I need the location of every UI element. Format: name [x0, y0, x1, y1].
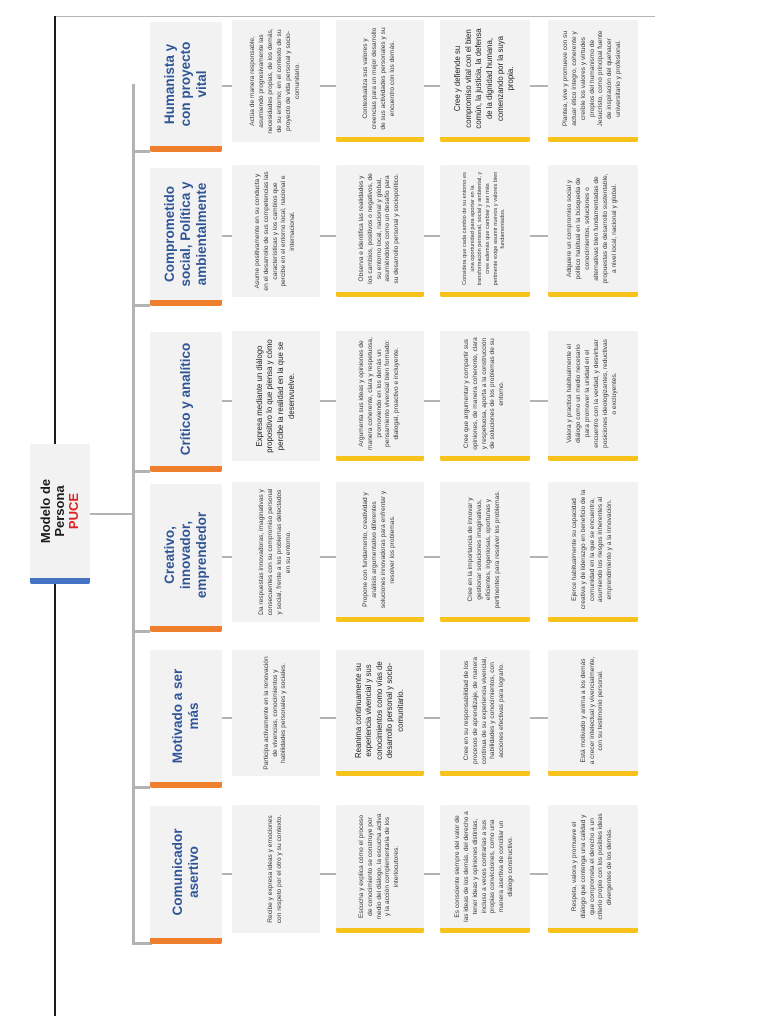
- column-connector: [132, 150, 150, 153]
- column-5-cell-3: Considera que cada cambio de su entorno es una oportunidad para aportar en la transformación personal, social y ambiental, y cree además que cambiar y ser más pertinente exige asumir nuevos y valores bien fundamentados.: [440, 165, 530, 297]
- title-line-1: Modelo de: [37, 478, 53, 544]
- column-connector: [132, 304, 150, 307]
- trunk-connector: [90, 513, 134, 515]
- column-connector: [132, 942, 152, 945]
- column-3-cell-4: Ejerce habitualmente su capacidad creativa y de liderazgo en beneficio de la comunidad en la que se encuentra, asumiendo los riesgos inherentes al emprendimiento y a la innovación.: [548, 482, 638, 622]
- column-4-cell-2: Argumenta sus ideas y opiniones de manera coherente, clara y respetuosa, promoviendo en los demás un pensamiento vivencial bien formado: dialogal, proactivo e incluyente.: [336, 331, 424, 461]
- column-header-3: Creativo, innovador, emprendedor: [150, 484, 222, 632]
- column-5-cell-2: Observa e identifica las realidades y los cambios, positivos o negativos, de su entorno local, nacional y global, asumiéndolos como un desafío para su desarrollo personal y sociopolítico.: [336, 165, 424, 297]
- column-1-cell-4: Respeta, valora y promueve el diálogo que contenga una calidad y que comprometa el derecho a un criterio propio con los posibles ideas divergentes de los demás.: [548, 805, 638, 933]
- column-5-cell-4: Adquiere un compromiso social y político habitual en la búsqueda de conocimientos, soluciones o alternativas bien fundamentadas de propuestas de desarrollo sustentable, a nivel local, nacional y global.: [548, 165, 638, 297]
- column-1-cell-2: Escucha y explica cómo el proceso de conocimiento se construye por medio del diálogo, la escucha activa y la acción complementaria de los interlocutores.: [336, 805, 424, 933]
- column-6-cell-2: Contextualiza sus valores y creencias para un mejor desarrollo de sus actividades personales y su encuentro con los demás.: [336, 20, 424, 142]
- column-4-cell-4: Valora y practica habitualmente el diálogo como un medio necesario para promover la unidad en el encuentro con la verdad, y desvirtuar posiciones ideologizantes, reductivas o excluyentes.: [548, 331, 638, 461]
- column-4-cell-3: Cree que argumentar y compartir sus opiniones, de manera coherente, clara y respetuosa, aporta a la construcción de soluciones de los problemas de su entorno.: [440, 331, 530, 461]
- column-header-5: Comprometido social, Política y ambientalmente: [150, 168, 222, 306]
- title-line-3: PUCE: [66, 492, 82, 530]
- column-header-4: Crítico y analítico: [150, 332, 222, 472]
- column-header-1: Comunicador asertivo: [150, 806, 222, 944]
- column-1-cell-1: Recibe y expresa ideas y emociones con respeto por el otro y su contexto.: [232, 805, 320, 933]
- column-6-cell-4: Plantea, vive y promueve con su actuar ético íntegro, coherente y creíble los valores y virtudes propios del humanismo de Jesucristo, como principal fuente de inspiración del quehacer universitario y profesional.: [548, 20, 638, 142]
- column-1-cell-3: Es consciente siempre del valor de las ideas de los demás, del derecho a tener ideas y opiniones distintas, incluso a veces contrarias a sus propias convicciones, como una manera asertiva de conciliar un diálogo constructivo.: [440, 805, 530, 933]
- column-6-cell-1: Actúa de manera responsable, asumiendo progresivamente las necesidades propias, de los demás, de su entorno; en el contexto de su proyecto de vida personal y socio-comunitario.: [232, 20, 320, 142]
- column-6-cell-3: Cree y defiende su compromiso vital con el bien común, la justicia, la defensa de la dignidad humana, comenzando por la suya propia.: [440, 20, 530, 142]
- column-3-cell-1: Da respuestas innovadoras, imaginativas y consecuentes con su compromiso personal y social, frente a los problemas detectados en su entorno.: [232, 482, 320, 622]
- column-5-cell-1: Asume positivamente en su conducta y en el desarrollo de sus competencias las características y los cambios que percibe en el entorno local, nacional e internacional.: [232, 165, 320, 297]
- column-2-cell-1: Participa activamente en la renovación de vivencias, conocimientos y habilidades personales y sociales.: [232, 650, 320, 776]
- column-2-cell-3: Cree en su responsabilidad de los procesos de aprendizaje, de manera continua de su experiencia vivencial, habilidades y conocimientos, con acciones efectivas para lograrlo.: [440, 650, 530, 776]
- title-line-2: Persona: [51, 485, 67, 537]
- column-3-cell-3: Cree en la importancia de innovar y gestionar soluciones imaginativas, eficientes, ingeniosas, oportunas y pertinentes para resolver los problemas.: [440, 482, 530, 622]
- column-2-cell-2: Reanima continuamente su experiencia vivencial y sus conocimientos como vías de desarrollo personal y socio-comunitario.: [336, 650, 424, 776]
- column-header-6: Humanista y con proyecto vital: [150, 22, 222, 152]
- column-3-cell-2: Propone con fundamento, creatividad y análisis argumentativo diferentes soluciones innovadoras para enfrentar y resolver los problemas.: [336, 482, 424, 622]
- diagram-title-box: [30, 444, 90, 584]
- column-header-2: Motivado a ser más: [150, 650, 222, 788]
- column-4-cell-1: Expresa mediante un diálogo propositivo lo que piensa y cómo percibe la realidad en la que se desenvuelve.: [232, 331, 320, 461]
- column-2-cell-4: Está motivado y anima a los demás a crecer intelectual y vivencialmente, con su testimonio personal.: [548, 650, 638, 776]
- branch-bar: [132, 84, 135, 944]
- column-connector: [132, 630, 150, 633]
- column-connector: [132, 786, 150, 789]
- column-connector: [132, 470, 150, 473]
